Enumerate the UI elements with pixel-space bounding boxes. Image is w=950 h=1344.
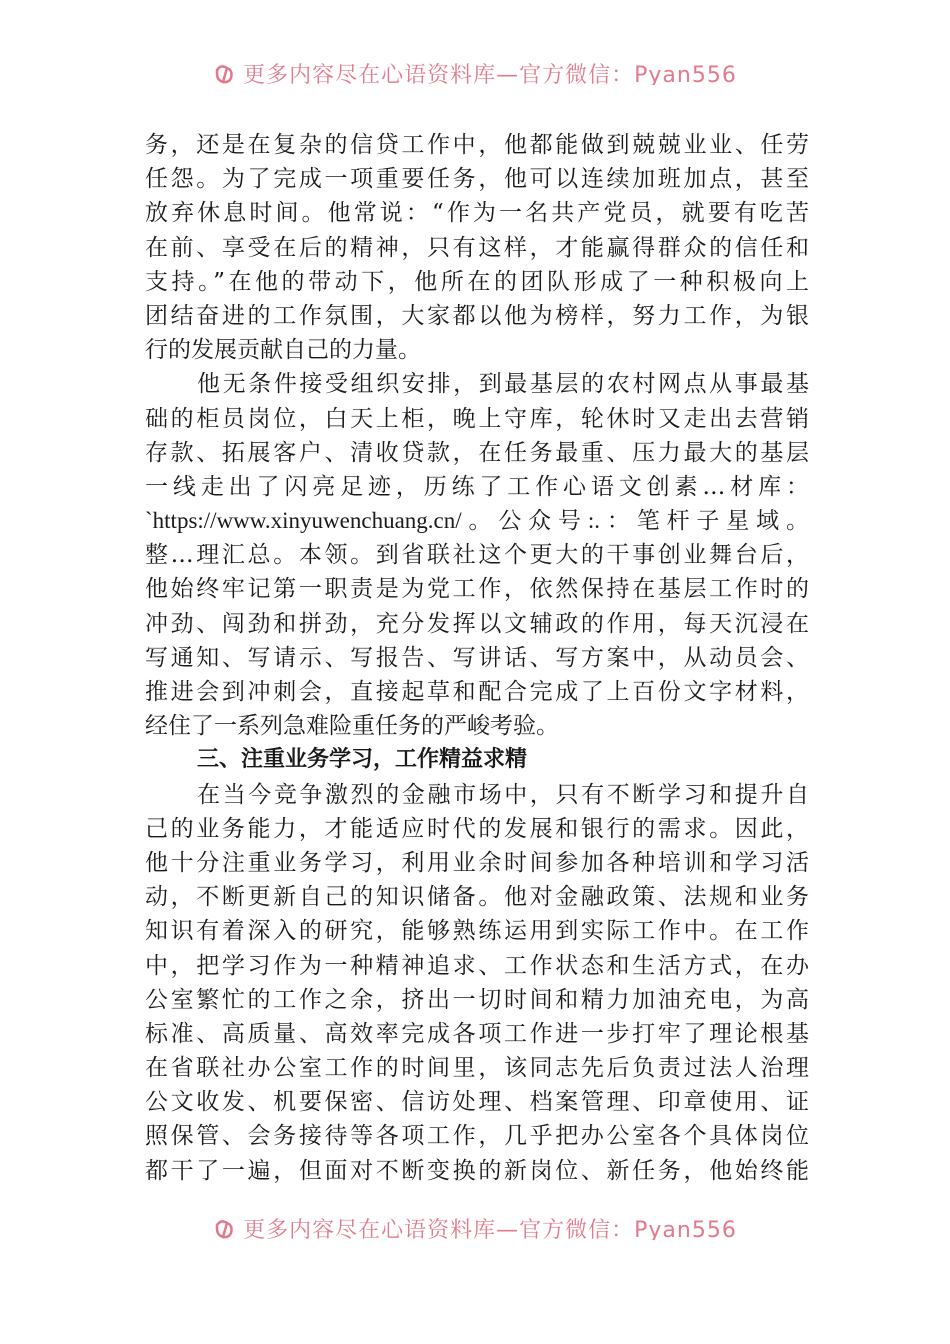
body-text-line: 中，把学习作为一种精神追求、工作状态和生活方式，在办 bbox=[145, 952, 809, 979]
watermark-bottom bbox=[0, 1210, 950, 1240]
body-text-line: 础的柜员岗位，白天上柜，晚上守库，轮休时又走出去营销 bbox=[145, 405, 809, 432]
brand-logo-icon bbox=[213, 1217, 237, 1241]
body-text-line: 照保管、会务接待等各项工作，几乎把办公室各个具体岗位 bbox=[145, 1123, 809, 1150]
body-text-line: 推进会到冲刺会，直接起草和配合完成了上百份文字材料， bbox=[145, 679, 809, 705]
body-text-line: 他十分注重业务学习，利用业余时间参加各种培训和学习活 bbox=[145, 849, 809, 876]
body-text-line: 在省联社办公室工作的时间里，该同志先后负责过法人治理 bbox=[145, 1055, 809, 1082]
body-text-line: 公室繁忙的工作之余，挤出一切时间和精力加油充电，为高 bbox=[145, 986, 809, 1013]
body-text-line: 放弃休息时间。他常说：“作为一名共产党员，就要有吃苦 bbox=[145, 200, 809, 227]
body-text-line: 动，不断更新自己的知识储备。他对金融政策、法规和业务 bbox=[145, 884, 809, 911]
body-text-line: 经住了一系列急难险重任务的严峻考验。 bbox=[145, 713, 559, 740]
body-text-line: 他始终牢记第一职责是为党工作，依然保持在基层工作时的 bbox=[145, 576, 809, 603]
paragraph-first-line: 他无条件接受组织安排，到最基层的农村网点从事最基 bbox=[197, 371, 809, 398]
body-text-line: 支持。”在他的带动下，他所在的团队形成了一种积极向上 bbox=[145, 268, 809, 295]
body-text-line: 都干了一遍，但面对不断变换的新岗位、新任务，他始终能 bbox=[145, 1157, 809, 1184]
body-text-line: 整…理汇总。本领。到省联社这个更大的干事创业舞台后， bbox=[145, 542, 809, 569]
body-text-line: 存款、拓展客户、清收贷款，在任务最重、压力最大的基层 bbox=[145, 439, 809, 466]
body-text-line: 己的业务能力，才能适应时代的发展和银行的需求。因此， bbox=[145, 815, 809, 842]
body-text-line: 一线走出了闪亮足迹，历练了工作心语文创素…材库： bbox=[145, 473, 809, 500]
watermark-text: 更多内容尽在心语资料库—官方微信：Pyan556 bbox=[243, 1218, 737, 1240]
body-text-line: 公文收发、机要保密、信访处理、档案管理、印章使用、证 bbox=[145, 1089, 809, 1116]
body-text-line: 任怨。为了完成一项重要任务，他可以连续加班加点，甚至 bbox=[145, 166, 809, 193]
body-text-line: 行的发展贡献自己的力量。 bbox=[145, 337, 421, 364]
brand-logo-icon bbox=[213, 62, 237, 86]
document-body bbox=[145, 128, 809, 1188]
body-text-line: 冲劲、闯劲和拼劲，充分发挥以文辅政的作用，每天沉浸在 bbox=[145, 610, 809, 637]
watermark-text: 更多内容尽在心语资料库—官方微信：Pyan556 bbox=[243, 63, 737, 85]
body-text-line: 团结奋进的工作氛围，大家都以他为榜样，努力工作，为银 bbox=[145, 302, 809, 329]
body-text-line: 标准、高质量、高效率完成各项工作进一步打牢了理论根基 bbox=[145, 1020, 809, 1047]
section-heading: 三、注重业务学习，工作精益求精 bbox=[197, 747, 528, 773]
watermark-top bbox=[0, 55, 950, 85]
body-text-line: 写通知、写请示、写报告、写讲话、写方案中，从动员会、 bbox=[145, 644, 809, 671]
body-text-line: 在前、享受在后的精神，只有这样，才能赢得群众的信任和 bbox=[145, 234, 809, 261]
paragraph-first-line: 在当今竞争激烈的金融市场中，只有不断学习和提升自 bbox=[197, 781, 809, 808]
body-text-line: `https://www.xinyuwenchuang.cn/。公众号:.：笔杆子星域。 bbox=[145, 508, 809, 534]
body-text-line: 务，还是在复杂的信贷工作中，他都能做到兢兢业业、任劳 bbox=[145, 132, 809, 158]
body-text-line: 知识有着深入的研究，能够熟练运用到实际工作中。在工作 bbox=[145, 918, 809, 945]
